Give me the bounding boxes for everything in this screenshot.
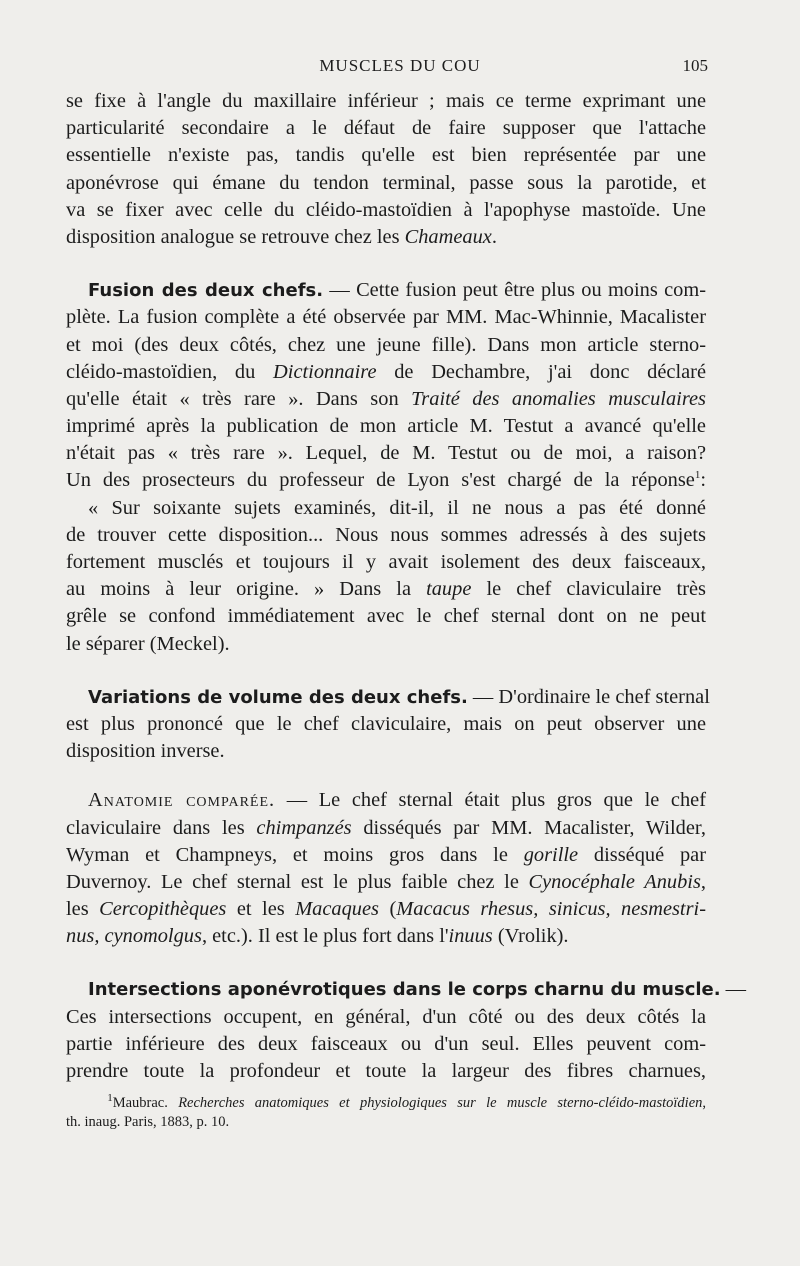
italic-term: Cynocéphale Anubis bbox=[528, 870, 701, 893]
text-line bbox=[66, 896, 706, 923]
body-text bbox=[66, 88, 747, 1085]
text-line: plète. La fusion complète a été observée par MM. Mac-Whinnie, Macalister bbox=[66, 306, 706, 329]
text-run: — D'ordinaire le chef sternal bbox=[467, 685, 710, 708]
text-line: disposition inverse. bbox=[66, 740, 225, 763]
text-line: « Sur soixante sujets examinés, dit-il, il ne nous a pas été donné bbox=[88, 496, 706, 519]
text-line: fortement musclés et toujours il y avait isolement des deux faisceaux, bbox=[66, 551, 706, 573]
text-run: , bbox=[702, 1095, 707, 1111]
italic-term: Traité des anomalies musculaires bbox=[411, 387, 706, 410]
text-run: le chef claviculaire très bbox=[471, 578, 706, 601]
footnote-marker: 1 bbox=[107, 1092, 113, 1105]
italic-term: chimpanzés bbox=[256, 816, 352, 839]
footnote-line bbox=[66, 1094, 706, 1113]
text-line: prendre toute la profondeur et toute la largeur des fibres charnues, bbox=[66, 1060, 706, 1082]
text-run: cléido-mastoïdien, du bbox=[66, 360, 274, 383]
page-number: 105 bbox=[682, 56, 708, 75]
text-line bbox=[66, 869, 706, 896]
text-line: Ces intersections occupent, en général, d'un côté ou des deux côtés la bbox=[66, 1005, 706, 1028]
italic-term: gorille bbox=[523, 843, 579, 866]
text-line bbox=[66, 815, 706, 842]
text-run: au moins à leur origine. » Dans la bbox=[66, 578, 427, 601]
text-line: essentielle n'existe pas, tandis qu'elle est bien représentée par une bbox=[66, 144, 706, 167]
section-heading: Fusion des deux chefs. bbox=[88, 280, 324, 302]
text-run: — Le chef sternal était plus gros que le chef bbox=[275, 789, 706, 812]
running-head: MUSCLES DU COU bbox=[319, 56, 481, 75]
section-intersections-first-line bbox=[66, 976, 747, 1003]
footnote bbox=[66, 1094, 706, 1132]
italic-term: inuus bbox=[448, 925, 493, 948]
text-line: et moi (des deux côtés, chez une jeune fille). Dans mon article sterno- bbox=[66, 333, 706, 356]
text-run: disséqués par MM. Macalister, Wilder, bbox=[351, 816, 706, 839]
text-run: et les bbox=[226, 898, 296, 921]
text-line: va se fixer avec celle du cléido-mastoïdien à l'apophyse mastoïde. Une bbox=[66, 198, 706, 221]
text-line: particularité secondaire a le défaut de faire supposer que l'attache bbox=[66, 117, 706, 140]
text-run: (Vrolik). bbox=[492, 925, 569, 948]
text-run: Wyman et Champneys, et moins gros dans le bbox=[66, 843, 524, 866]
italic-term: Macacus rhesus, sinicus, nesmestri- bbox=[396, 898, 706, 921]
text-line bbox=[66, 576, 706, 603]
text-line: n'était pas « très rare ». Lequel, de M. Testut ou de moi, a raison? bbox=[66, 442, 706, 465]
section-fusion-first-line bbox=[66, 277, 706, 304]
text-line bbox=[66, 467, 706, 494]
italic-term: Macaques bbox=[295, 898, 379, 921]
page-header bbox=[0, 56, 800, 82]
text-run: Duvernoy. Le chef sternal est le plus faible chez le bbox=[66, 870, 529, 893]
italic-term: nus, cynomolgus bbox=[66, 925, 202, 948]
footnote-title: Recherches anatomiques et physiologiques sur le muscle sterno-cléido-mastoïdien bbox=[178, 1095, 703, 1111]
text-run: les bbox=[66, 898, 100, 921]
text-run: , etc.). Il est le plus fort dans l' bbox=[201, 925, 449, 948]
text-line bbox=[66, 923, 706, 950]
footnote-ref: 1 bbox=[694, 469, 701, 482]
text-line bbox=[66, 359, 706, 386]
text-run: : bbox=[700, 469, 706, 492]
section-heading: Variations de volume des deux chefs. bbox=[88, 686, 468, 708]
text-line: grêle se confond immédiatement avec le chef sternal dont on ne peut bbox=[66, 605, 706, 628]
text-run: — Cette fusion peut être plus ou moins com- bbox=[323, 279, 706, 302]
text-line: de trouver cette disposition... Nous nous sommes adressés à des sujets bbox=[66, 523, 706, 546]
italic-term: Cercopithèques bbox=[99, 898, 227, 921]
text-line: aponévrose qui émane du tendon terminal, passe sous la parotide, et bbox=[66, 171, 706, 194]
text-run: disséqué par bbox=[578, 843, 706, 866]
text-run: — bbox=[720, 978, 747, 1001]
section-heading: Intersections aponévrotiques dans le corps charnu du muscle. bbox=[88, 979, 721, 1001]
section-anatomie-first-line bbox=[66, 787, 706, 814]
text-line: imprimé après la publication de mon article M. Testut a avancé qu'elle bbox=[66, 415, 706, 438]
text-line bbox=[66, 224, 706, 251]
text-line: est plus prononcé que le chef claviculaire, mais on peut observer une bbox=[66, 712, 706, 735]
text-run: disposition analogue se retrouve chez les bbox=[66, 225, 405, 248]
text-run: , bbox=[700, 870, 706, 893]
footnote-author: Maubrac. bbox=[112, 1095, 168, 1111]
text-line bbox=[66, 386, 706, 413]
text-run: ( bbox=[379, 898, 397, 921]
text-line: le séparer (Meckel). bbox=[66, 632, 230, 655]
text-run: de Dechambre, j'ai donc déclaré bbox=[376, 360, 707, 383]
text-run: qu'elle était « très rare ». Dans son bbox=[66, 387, 412, 410]
text-run: Un des prosecteurs du professeur de Lyon s'est chargé de la réponse bbox=[66, 469, 695, 492]
section-label: Anatomie comparée. bbox=[88, 789, 276, 812]
italic-term: taupe bbox=[426, 578, 472, 601]
text-line: partie inférieure des deux faisceaux ou d'un seul. Elles peuvent com- bbox=[66, 1032, 706, 1055]
text-run: claviculaire dans les bbox=[66, 816, 257, 839]
text-line: se fixe à l'angle du maxillaire inférieur ; mais ce terme exprimant une bbox=[66, 90, 706, 112]
italic-term: Dictionnaire bbox=[273, 360, 377, 383]
text-line bbox=[66, 842, 706, 869]
section-variations-first-line bbox=[66, 684, 710, 711]
italic-term: Chameaux bbox=[404, 225, 492, 248]
text-run: . bbox=[491, 225, 497, 248]
footnote-line: th. inaug. Paris, 1883, p. 10. bbox=[66, 1114, 230, 1130]
